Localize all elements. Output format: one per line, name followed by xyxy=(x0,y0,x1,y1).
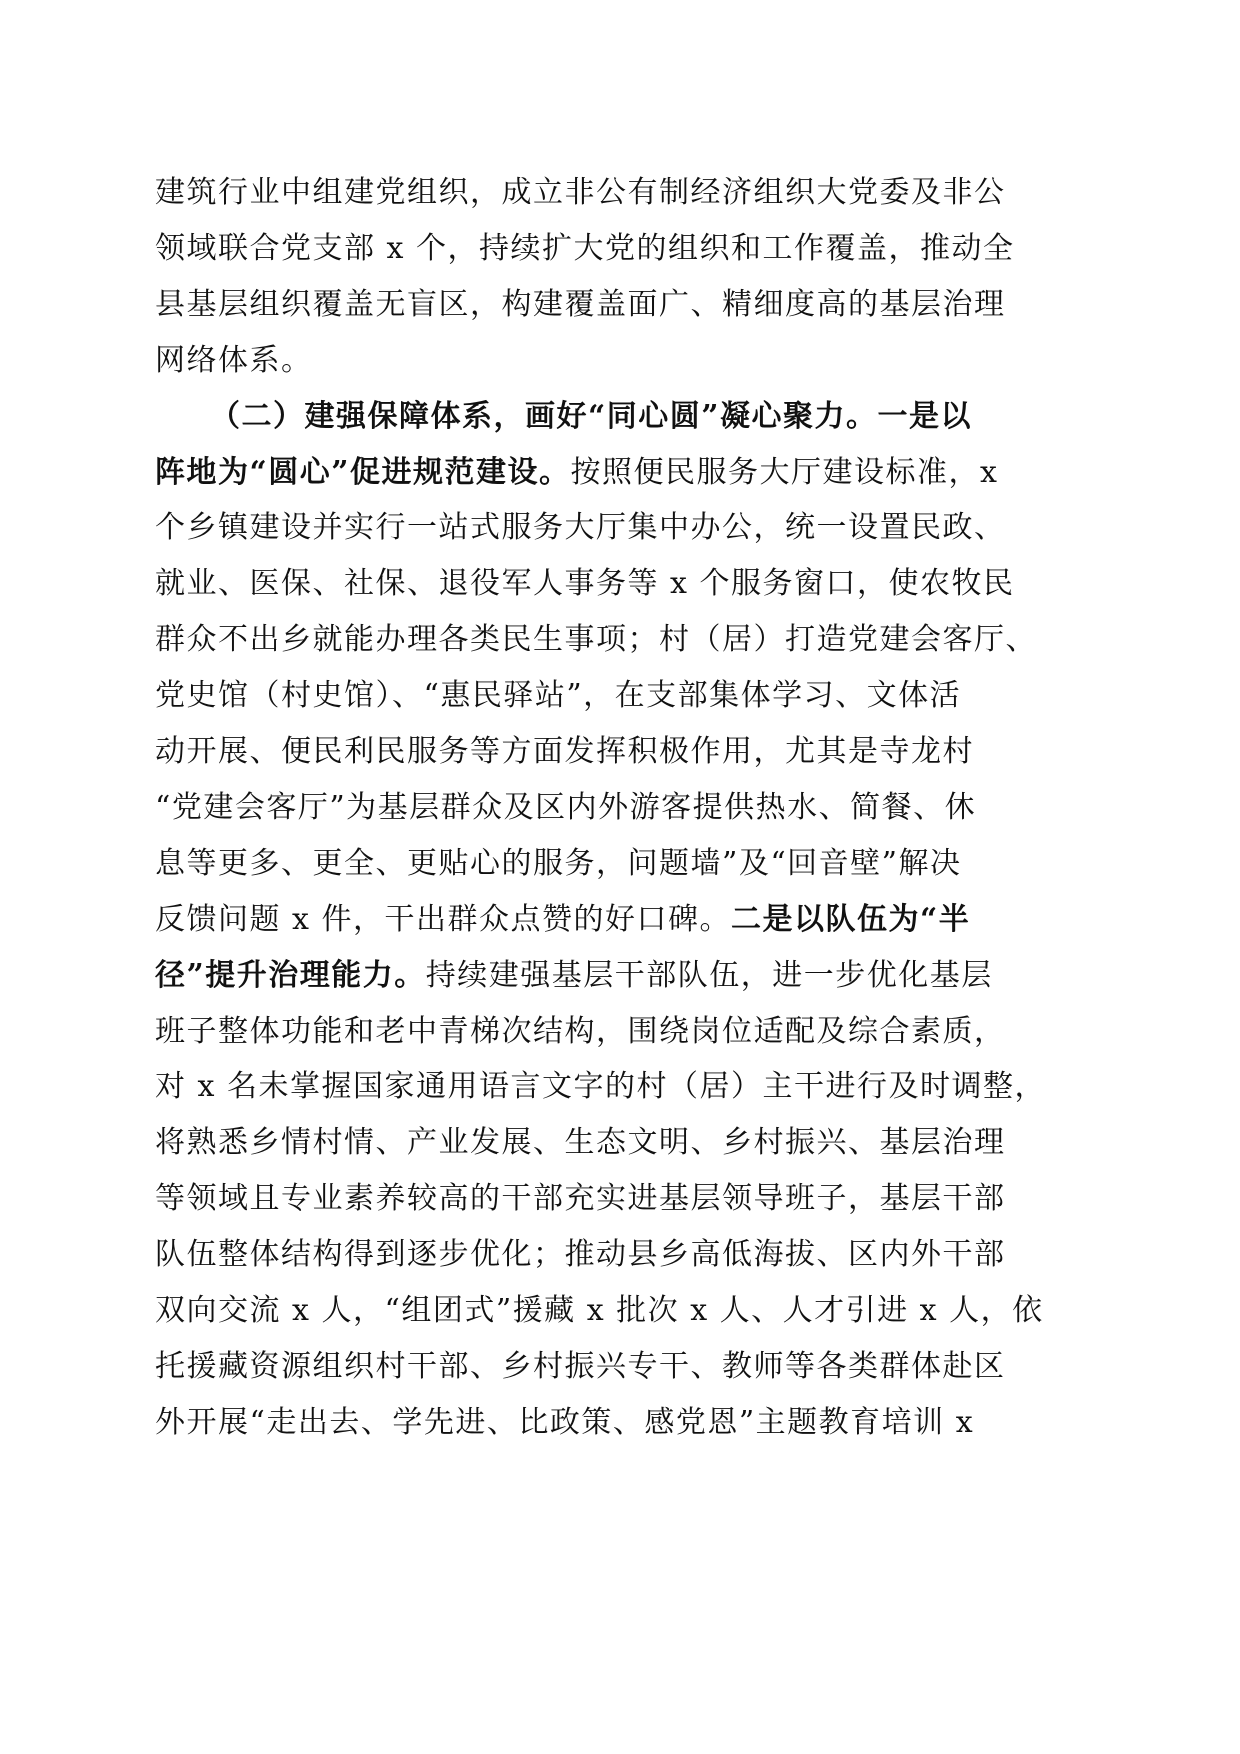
text-line xyxy=(155,788,1085,828)
text-line xyxy=(155,229,1085,269)
text-line xyxy=(155,1347,1085,1387)
text-segment: 班子整体功能和老中青梯次结构，围绕岗位适配及综合素质， xyxy=(155,1014,1006,1049)
text-line xyxy=(210,397,1085,437)
text-segment: 网络体系。 xyxy=(155,343,313,378)
text-line xyxy=(155,453,1085,493)
text-segment: 领域联合党支部 x 个，持续扩大党的组织和工作覆盖，推动全 xyxy=(155,231,1015,266)
text-line xyxy=(155,956,1085,996)
text-line xyxy=(155,1123,1085,1163)
text-segment: 党史馆（村史馆）、“惠民驿站”，在支部集体学习、文体活 xyxy=(155,678,962,713)
text-segment: 双向交流 x 人，“组团式”援藏 x 批次 x 人、人才引进 x 人，依 xyxy=(155,1293,1044,1328)
text-line xyxy=(155,844,1085,884)
text-line xyxy=(155,1179,1085,1219)
text-line xyxy=(155,173,1085,213)
text-segment: 等领域且专业素养较高的干部充实进基层领导班子，基层干部 xyxy=(155,1181,1006,1216)
text-line xyxy=(155,285,1085,325)
text-segment: 建筑行业中组建党组织，成立非公有制经济组织大党委及非公 xyxy=(155,175,1006,210)
text-segment: 反馈问题 x 件，干出群众点赞的好口碑。 xyxy=(155,902,731,937)
text-line xyxy=(155,900,1085,940)
text-segment: “党建会客厅”为基层群众及区内外游客提供热水、简餐、休 xyxy=(155,790,977,825)
bold-text-segment: （二）建强保障体系，画好“同心圆”凝心聚力。一是以 xyxy=(210,399,973,434)
text-line xyxy=(155,1291,1085,1331)
text-line xyxy=(155,1067,1085,1107)
text-segment: 动开展、便民利民服务等方面发挥积极作用，尤其是寺龙村 xyxy=(155,734,974,769)
text-line xyxy=(155,620,1085,660)
text-segment: 息等更多、更全、更贴心的服务，问题墙”及“回音壁”解决 xyxy=(155,846,962,881)
text-segment: 对 x 名未掌握国家通用语言文字的村（居）主干进行及时调整， xyxy=(155,1069,1046,1104)
text-line xyxy=(155,1235,1085,1275)
text-line xyxy=(155,732,1085,772)
text-segment: 就业、医保、社保、退役军人事务等 x 个服务窗口，使农牧民 xyxy=(155,566,1015,601)
text-line xyxy=(155,508,1085,548)
text-segment: 托援藏资源组织村干部、乡村振兴专干、教师等各类群体赴区 xyxy=(155,1349,1006,1384)
text-segment: 按照便民服务大厅建设标准，x xyxy=(570,455,999,490)
bold-text-segment: 阵地为“圆心”促进规范建设。 xyxy=(155,455,571,490)
text-segment: 持续建强基层干部队伍，进一步优化基层 xyxy=(425,958,993,993)
text-segment: 将熟悉乡情村情、产业发展、生态文明、乡村振兴、基层治理 xyxy=(155,1125,1006,1160)
text-segment: 群众不出乡就能办理各类民生事项；村（居）打造党建会客厅、 xyxy=(155,622,1037,657)
bold-text-segment: 径”提升治理能力。 xyxy=(155,958,426,993)
text-line xyxy=(155,341,1085,381)
bold-text-segment: 二是以队伍为“半 xyxy=(731,902,971,937)
text-line xyxy=(155,564,1085,604)
text-segment: 县基层组织覆盖无盲区，构建覆盖面广、精细度高的基层治理 xyxy=(155,287,1006,322)
text-line xyxy=(155,1403,1085,1443)
text-line xyxy=(155,1012,1085,1052)
text-segment: 外开展“走出去、学先进、比政策、感党恩”主题教育培训 x xyxy=(155,1405,975,1440)
text-line xyxy=(155,676,1085,716)
text-segment: 个乡镇建设并实行一站式服务大厅集中办公，统一设置民政、 xyxy=(155,510,1006,545)
text-segment: 队伍整体结构得到逐步优化；推动县乡高低海拔、区内外干部 xyxy=(155,1237,1006,1272)
